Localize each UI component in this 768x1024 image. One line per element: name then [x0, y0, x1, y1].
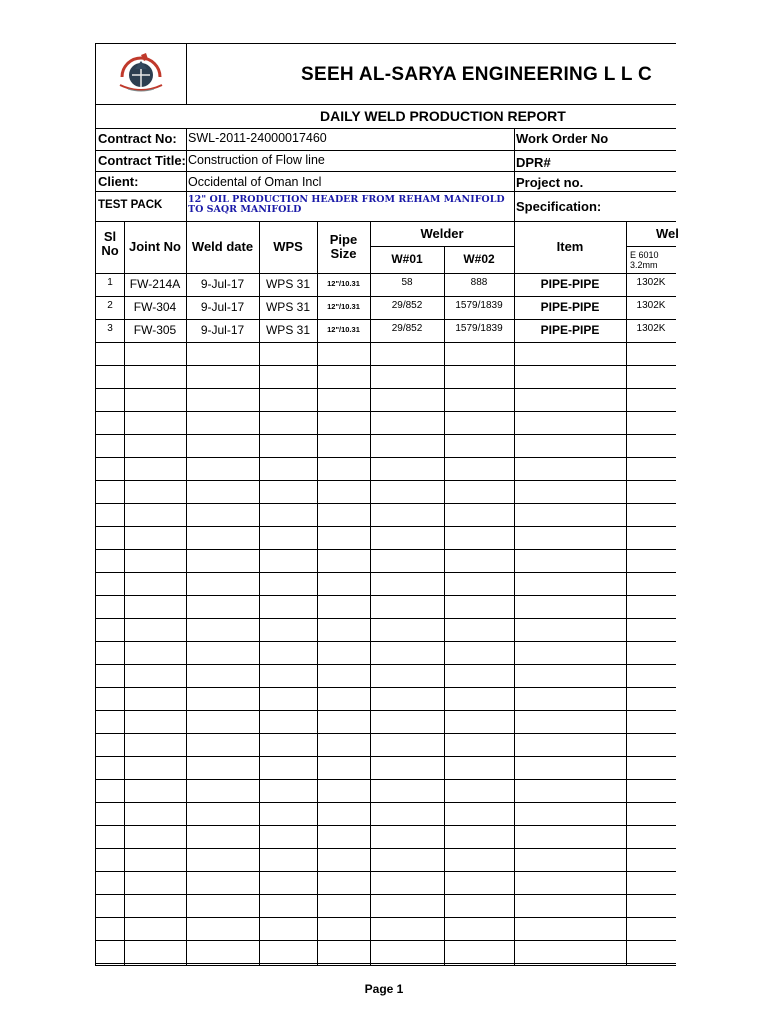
- grid-line: [96, 388, 676, 389]
- cell-w02: 1579/1839: [455, 323, 503, 334]
- cell-joint: FW-214A: [129, 277, 181, 291]
- col-w01: W#01: [391, 252, 423, 266]
- grid-line: [96, 342, 676, 343]
- grid-line: [96, 618, 676, 619]
- cell-joint: FW-304: [133, 300, 177, 314]
- grid-line: [96, 848, 676, 849]
- cell-w01: 29/852: [391, 300, 423, 311]
- grid-line: [96, 526, 676, 527]
- grid-line: [96, 549, 676, 550]
- grid-line: [96, 963, 676, 964]
- cell-wps: WPS 31: [265, 323, 310, 337]
- grid-line: [514, 221, 515, 965]
- grid-line: [96, 480, 676, 481]
- cell-pipe: 12"/10.31: [327, 302, 360, 311]
- grid-line: [96, 733, 676, 734]
- grid-line: [96, 756, 676, 757]
- grid-line: [96, 965, 676, 966]
- contract-title-value: Construction of Flow line: [188, 153, 325, 167]
- grid-line: [186, 44, 187, 104]
- grid-line: [514, 128, 515, 221]
- grid-line: [96, 802, 676, 803]
- grid-line: [96, 779, 676, 780]
- col-w02: W#02: [463, 252, 495, 266]
- col-weld-consumable: Wel: [656, 226, 679, 241]
- grid-line: [96, 572, 676, 573]
- grid-line: [96, 296, 676, 297]
- contract-no-value: SWL-2011-24000017460: [188, 131, 327, 145]
- col-item: Item: [556, 239, 584, 254]
- cell-joint: FW-305: [133, 323, 177, 337]
- cell-item: PIPE-PIPE: [540, 323, 600, 337]
- grid-line: [96, 917, 676, 918]
- grid-line: [96, 273, 676, 274]
- page-number: Page 1: [364, 982, 404, 996]
- company-name: SEEH AL-SARYA ENGINEERING L L C: [301, 64, 653, 85]
- grid-line: [96, 104, 676, 105]
- grid-line: [96, 871, 676, 872]
- client-value: Occidental of Oman Incl: [188, 175, 322, 189]
- cell-pipe: 12"/10.31: [327, 279, 360, 288]
- grid-line: [96, 319, 676, 320]
- grid-line: [96, 191, 676, 192]
- cell-sl: 3: [107, 323, 113, 334]
- grid-line: [96, 411, 676, 412]
- col-pipe-size: Pipe Size: [329, 232, 358, 261]
- cell-wps: WPS 31: [265, 300, 310, 314]
- col-sl-no: Sl No: [101, 229, 119, 258]
- col-wps: WPS: [273, 239, 303, 254]
- grid-line: [96, 595, 676, 596]
- contract-title-label: Contract Title:: [98, 153, 186, 168]
- grid-line: [96, 365, 676, 366]
- grid-line: [96, 687, 676, 688]
- contract-no-label: Contract No:: [98, 131, 177, 146]
- cell-item: PIPE-PIPE: [540, 300, 600, 314]
- cell-date: 9-Jul-17: [200, 277, 245, 291]
- cell-sl: 2: [107, 300, 113, 311]
- cell-cons: 1302K: [636, 300, 666, 311]
- grid-line: [186, 128, 187, 221]
- report-title: DAILY WELD PRODUCTION REPORT: [320, 108, 566, 124]
- cell-w01: 29/852: [391, 323, 423, 334]
- grid-line: [626, 221, 627, 965]
- col-joint-no: Joint No: [129, 239, 181, 254]
- grid-line: [444, 246, 445, 965]
- company-logo-icon: [108, 49, 174, 97]
- col-electrode: E 6010 3.2mm: [630, 250, 659, 270]
- grid-line: [317, 221, 318, 965]
- cell-w01: 58: [401, 277, 413, 288]
- dpr-label: DPR#: [516, 155, 551, 170]
- specification-label: Specification:: [516, 199, 602, 214]
- cell-item: PIPE-PIPE: [540, 277, 600, 291]
- grid-line: [96, 434, 676, 435]
- cell-wps: WPS 31: [265, 277, 310, 291]
- test-pack-value: 12" OIL PRODUCTION HEADER FROM REHAM MANIFOLD TO SAQR MANIFOLD: [188, 194, 505, 215]
- col-welder: Welder: [420, 226, 464, 241]
- grid-line: [96, 710, 676, 711]
- grid-line: [124, 221, 125, 965]
- grid-line: [96, 128, 676, 129]
- grid-line: [96, 221, 676, 222]
- grid-line: [96, 150, 676, 151]
- grid-line: [186, 221, 187, 965]
- test-pack-label: TEST PACK: [98, 199, 163, 211]
- cell-cons: 1302K: [636, 277, 666, 288]
- grid-line: [370, 246, 514, 247]
- grid-line: [626, 246, 676, 247]
- cell-date: 9-Jul-17: [200, 300, 245, 314]
- grid-line: [259, 221, 260, 965]
- cell-cons: 1302K: [636, 323, 666, 334]
- cell-w02: 888: [470, 277, 488, 288]
- grid-line: [96, 825, 676, 826]
- grid-line: [96, 664, 676, 665]
- grid-line: [96, 894, 676, 895]
- project-no-label: Project no.: [516, 175, 584, 190]
- grid-line: [96, 940, 676, 941]
- cell-pipe: 12"/10.31: [327, 325, 360, 334]
- cell-w02: 1579/1839: [455, 300, 503, 311]
- col-weld-date: Weld date: [191, 239, 254, 254]
- grid-line: [370, 221, 371, 965]
- work-order-label: Work Order No: [516, 131, 609, 146]
- cell-sl: 1: [107, 277, 113, 288]
- client-label: Client:: [98, 174, 139, 189]
- report-sheet: [95, 43, 679, 966]
- grid-line: [96, 641, 676, 642]
- grid-line: [96, 171, 676, 172]
- grid-line: [96, 457, 676, 458]
- cell-date: 9-Jul-17: [200, 323, 245, 337]
- grid-line: [96, 503, 676, 504]
